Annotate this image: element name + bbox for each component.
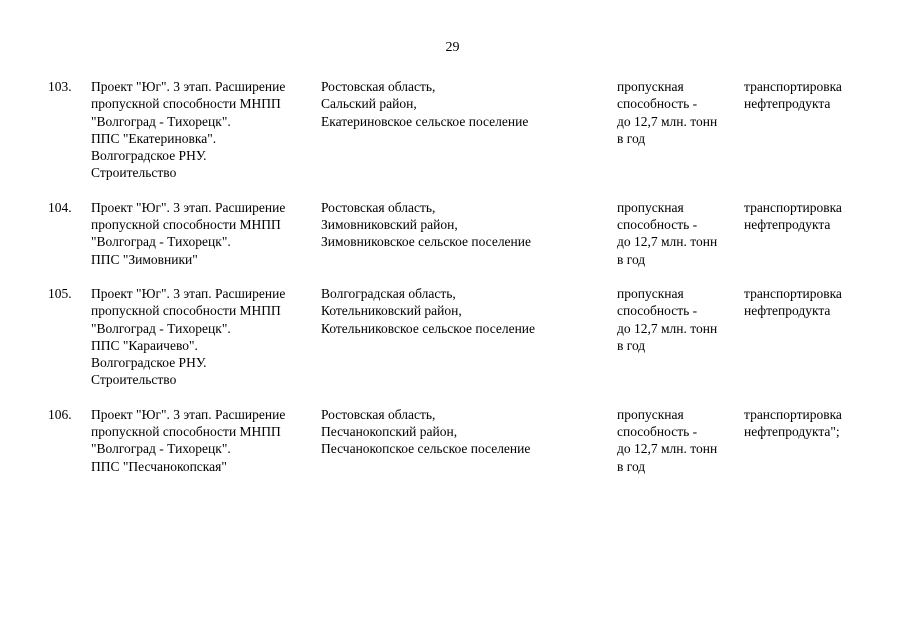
location-line: Ростовская область, xyxy=(321,406,436,422)
purpose-line: нефтепродукта xyxy=(744,303,831,319)
location xyxy=(321,199,531,251)
purpose xyxy=(744,78,842,113)
location-line: Котельниковский район, xyxy=(321,303,462,319)
location-line: Зимовниковское сельское поселение xyxy=(321,234,531,250)
object-name-line: Волгоградское РНУ. xyxy=(91,355,207,371)
location-line: Песчанокопское сельское поселение xyxy=(321,441,531,457)
capacity-line: в год xyxy=(617,251,646,267)
object-name-line: Проект "Юг". 3 этап. Расширение xyxy=(91,79,286,94)
object-name-line: пропускной способности МНПП xyxy=(91,424,281,440)
object-name xyxy=(91,285,321,389)
capacity-line: в год xyxy=(617,458,646,474)
capacity-line: способность - xyxy=(617,217,698,233)
purpose xyxy=(744,285,842,320)
location-line: Волгоградская область, xyxy=(321,285,456,301)
location-line: Котельниковское сельское поселение xyxy=(321,320,536,336)
object-name-line: Строительство xyxy=(91,165,177,181)
location-line: Зимовниковский район, xyxy=(321,217,458,233)
location-line: Ростовская область, xyxy=(321,79,436,94)
purpose xyxy=(744,406,842,441)
capacity-line: до 12,7 млн. тонн xyxy=(617,234,718,250)
row-number-line: 105. xyxy=(48,285,72,301)
location-line: Екатериновское сельское поселение xyxy=(321,113,529,129)
object-name-line: ППС "Екатериновка". xyxy=(91,130,217,146)
location xyxy=(321,78,528,130)
object-name-line: Проект "Юг". 3 этап. Расширение xyxy=(91,406,286,422)
object-name-line: пропускной способности МНПП xyxy=(91,217,281,233)
capacity xyxy=(617,78,717,147)
capacity-line: пропускная xyxy=(617,285,684,301)
capacity-line: способность - xyxy=(617,96,698,112)
capacity xyxy=(617,285,717,354)
object-name-line: "Волгоград - Тихорецк". xyxy=(91,234,231,250)
row-number-line: 106. xyxy=(48,406,72,422)
object-name-line: "Волгоград - Тихорецк". xyxy=(91,113,231,129)
purpose-line: транспортировка xyxy=(744,199,842,215)
location-line: Песчанокопский район, xyxy=(321,424,458,440)
purpose xyxy=(744,199,842,234)
capacity-line: в год xyxy=(617,130,646,146)
capacity-line: до 12,7 млн. тонн xyxy=(617,441,718,457)
object-name-line: ППС "Зимовники" xyxy=(91,251,198,267)
object-name-line: Строительство xyxy=(91,372,177,388)
purpose-line: транспортировка xyxy=(744,406,842,422)
row-number xyxy=(48,199,72,216)
table-row xyxy=(0,406,905,475)
row-number-line: 104. xyxy=(48,199,72,215)
capacity-line: до 12,7 млн. тонн xyxy=(617,113,718,129)
object-name-line: Волгоградское РНУ. xyxy=(91,148,207,164)
purpose-line: нефтепродукта"; xyxy=(744,424,840,440)
row-number xyxy=(48,285,72,302)
object-name-line: "Волгоград - Тихорецк". xyxy=(91,320,231,336)
location xyxy=(321,406,530,458)
capacity-line: до 12,7 млн. тонн xyxy=(617,320,718,336)
object-name xyxy=(91,406,321,475)
object-name xyxy=(91,199,321,268)
object-name-line: пропускной способности МНПП xyxy=(91,303,281,319)
object-name xyxy=(91,78,321,182)
capacity-line: способность - xyxy=(617,303,698,319)
capacity-line: способность - xyxy=(617,424,698,440)
capacity-line: пропускная xyxy=(617,199,684,215)
row-number xyxy=(48,78,72,95)
object-name-line: ППС "Караичево". xyxy=(91,337,198,353)
location-line: Ростовская область, xyxy=(321,199,436,215)
capacity xyxy=(617,199,717,268)
object-name-line: ППС "Песчанокопская" xyxy=(91,458,227,474)
row-number xyxy=(48,406,72,423)
row-number-line: 103. xyxy=(48,79,72,94)
capacity xyxy=(617,406,717,475)
purpose-line: нефтепродукта xyxy=(744,217,831,233)
object-name-line: пропускной способности МНПП xyxy=(91,96,281,112)
object-name-line: Проект "Юг". 3 этап. Расширение xyxy=(91,285,286,301)
capacity-line: пропускная xyxy=(617,79,684,94)
purpose-line: транспортировка xyxy=(744,79,842,94)
table-row xyxy=(0,78,905,182)
page-number: 29 xyxy=(445,40,460,55)
object-name-line: Проект "Юг". 3 этап. Расширение xyxy=(91,199,286,215)
purpose-line: транспортировка xyxy=(744,285,842,301)
location-line: Сальский район, xyxy=(321,96,417,112)
purpose-line: нефтепродукта xyxy=(744,96,831,112)
object-name-line: "Волгоград - Тихорецк". xyxy=(91,441,231,457)
table-row xyxy=(0,285,905,389)
capacity-line: пропускная xyxy=(617,406,684,422)
capacity-line: в год xyxy=(617,337,646,353)
document-table xyxy=(0,78,905,475)
location xyxy=(321,285,535,337)
table-row xyxy=(0,199,905,268)
